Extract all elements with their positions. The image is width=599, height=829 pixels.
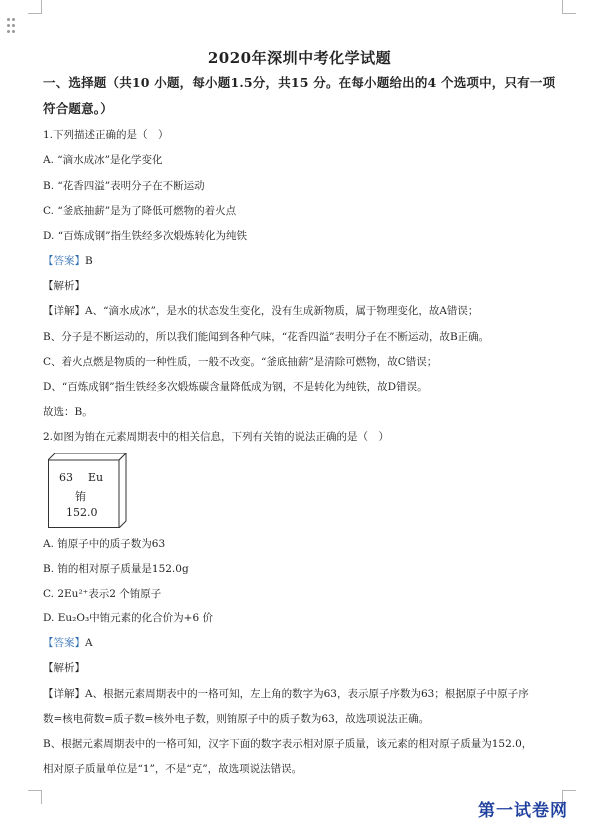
document-title: 2020年深圳中考化学试题	[207, 49, 392, 67]
question-2-analysis-tag: 【解析】	[43, 662, 85, 674]
question-1-option-b: B. “花香四溢”表明分子在不断运动	[43, 180, 205, 192]
question-2-detail-b-continued: 相对原子质量单位是“1”，不是“克”，故选项说法错误。	[43, 763, 303, 775]
answer-value: B	[85, 255, 93, 267]
answer-tag: 【答案】	[43, 255, 85, 267]
question-1-analysis-tag: 【解析】	[43, 280, 85, 292]
atomic-number: 63	[59, 471, 73, 484]
question-2-answer	[43, 635, 93, 651]
detail-text: A、根据元素周期表中的一格可知，左上角的数字为63，表示原子序数为63；根据原子中原子序	[85, 688, 529, 700]
detail-text: A、“滴水成冰”，是水的状态发生变化，没有生成新物质，属于物理变化，故A错误；	[85, 305, 479, 317]
crop-mark-top-left	[28, 0, 42, 14]
question-2-detail-a-continued: 数=核电荷数=质子数=核外电子数，则铕原子中的质子数为63，故选项说法正确。	[43, 713, 430, 725]
drag-handle-icon[interactable]	[7, 18, 17, 34]
answer-value: A	[85, 637, 93, 649]
question-1-stem: 1.下列描述正确的是（ ）	[43, 129, 169, 141]
crop-mark-bottom-left	[28, 790, 42, 804]
question-2-detail-b: B、根据元素周期表中的一格可知，汉字下面的数字表示相对原子质量，该元素的相对原子质量为152.0，	[43, 738, 533, 750]
answer-tag: 【答案】	[43, 637, 85, 649]
section-heading: 一、选择题（共10 小题，每小题1.5分，共15 分。在每小题给出的4 个选项中，只有一项	[43, 75, 556, 90]
element-name: 铕	[75, 490, 86, 503]
question-2-detail-a	[43, 686, 529, 702]
question-2-stem: 2.如图为铕在元素周期表中的相关信息，下列有关铕的说法正确的是（ ）	[43, 431, 390, 443]
question-1-detail-a	[43, 303, 478, 319]
question-1-detail-d: D、“百炼成钢”指生铁经多次煅炼碳含量降低成为钢，不是转化为纯铁，故D错误。	[43, 381, 428, 393]
element-symbol: Eu	[88, 471, 104, 484]
question-1-detail-b: B、分子是不断运动的，所以我们能闻到各种气味，“花香四溢”表明分子在不断运动，故B正确。	[43, 331, 490, 343]
question-1-option-a: A. “滴水成冰”是化学变化	[43, 154, 163, 166]
question-1-detail-c: C、着火点燃是物质的一种性质，一般不改变。“釜底抽薪”是清除可燃物，故C错误；	[43, 356, 438, 368]
periodic-table-cell	[48, 453, 130, 528]
question-1-conclusion: 故选：B。	[43, 406, 93, 418]
atomic-mass: 152.0	[66, 506, 98, 519]
crop-mark-top-right	[562, 0, 576, 14]
question-1-option-d: D. “百炼成钢”指生铁经多次煅炼转化为纯铁	[43, 230, 247, 242]
section-heading-continued: 符合题意。）	[43, 101, 113, 116]
question-2-option-d: D. Eu₂O₃中铕元素的化合价为+6 价	[43, 612, 213, 624]
question-2-option-a: A. 铕原子中的质子数为63	[43, 538, 166, 550]
question-1-answer	[43, 253, 93, 269]
detail-tag: 【详解】	[43, 305, 85, 317]
site-watermark: 第一试卷网	[478, 801, 568, 821]
question-2-option-b: B. 铕的相对原子质量是152.0g	[43, 563, 189, 575]
question-1-option-c: C. “釜底抽薪”是为了降低可燃物的着火点	[43, 205, 237, 217]
detail-tag: 【详解】	[43, 688, 85, 700]
question-2-option-c: C. 2Eu²⁺表示2 个铕原子	[43, 588, 162, 600]
